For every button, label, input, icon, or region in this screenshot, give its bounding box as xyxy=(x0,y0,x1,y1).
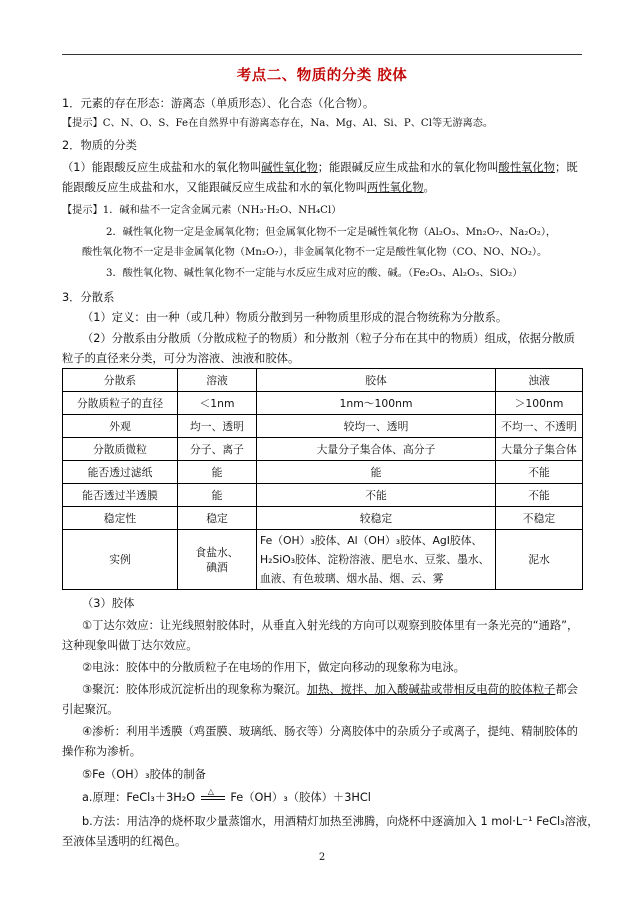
table-row-examples xyxy=(63,530,583,590)
table-cell-suspension-example: 泥水 xyxy=(496,530,583,590)
text: 都会 xyxy=(555,683,578,696)
table-cell: 不稳定 xyxy=(496,507,583,530)
hint-2-line4: 3．酸性氧化物、碱性氧化物不一定能与水反应生成对应的酸、碱。（Fe₂O₃、Al₂O₃、SiO₂） xyxy=(106,268,523,279)
text: ③聚沉：胶体形成沉淀析出的现象称为聚沉。 xyxy=(82,683,307,696)
table-cell: 较稳定 xyxy=(257,507,496,530)
para-electrophoresis: ②电泳：胶体中的分散质粒子在电场的作用下，做定向移动的现象称为电泳。 xyxy=(82,661,465,674)
table-cell: 不能 xyxy=(496,461,583,484)
term-acidic-oxide: 酸性氧化物 xyxy=(498,161,556,174)
coagulation-methods: 加热、搅拌、加入酸碱盐或带相反电荷的胶体粒子 xyxy=(306,683,556,696)
table-cell: 能 xyxy=(178,461,257,484)
table-row xyxy=(63,415,583,438)
para-dialysis-line1: ④渗析：利用半透膜（鸡蛋膜、玻璃纸、肠衣等）分离胶体中的杂质分子或离子，提纯、精制胶体的 xyxy=(82,725,578,738)
example-line: 食盐水、 xyxy=(195,545,239,559)
hint-free-state: 【提示】C、N、O、S、Fe在自然界中有游离态存在，Na、Mg、Al、Si、P、Cl等无游离态。 xyxy=(62,118,494,129)
table-cell-colloid-example xyxy=(257,530,496,590)
page-number: 2 xyxy=(318,852,326,863)
table-header-cell: 胶体 xyxy=(257,369,496,392)
example-line: Fe（OH）₃胶体、Al（OH）₃胶体、AgI胶体、 xyxy=(260,534,483,547)
table-cell: 能否透过半透膜 xyxy=(63,484,178,507)
table-row xyxy=(63,461,583,484)
text: Fe（OH）₃（胶体）＋3HCl xyxy=(230,791,371,804)
table-row xyxy=(63,438,583,461)
table-cell: 不能 xyxy=(496,484,583,507)
table-cell-solution-example xyxy=(178,530,257,590)
example-line: 血液、有色玻璃、烟水晶、烟、云、雾 xyxy=(260,572,444,585)
table-cell: ＜1nm xyxy=(178,392,257,415)
table-cell: 能否透过滤纸 xyxy=(63,461,178,484)
para-oxide-def-line1 xyxy=(62,160,582,176)
hint-2-line1: 【提示】1．碱和盐不一定含金属元素（NH₃·H₂O、NH₄Cl） xyxy=(62,205,342,216)
text: 。 xyxy=(423,181,435,194)
text: ；既 xyxy=(555,161,578,174)
table-cell: 实例 xyxy=(63,530,178,590)
table-cell: ＞100nm xyxy=(496,392,583,415)
text: a.原理：FeCl₃＋3H₂O xyxy=(82,791,196,804)
text: （1）能跟酸反应生成盐和水的氧化物叫 xyxy=(62,161,262,174)
table-row xyxy=(63,484,583,507)
header-rule xyxy=(62,54,582,55)
para-element-forms: 1．元素的存在形态：游离态（单质形态）、化合态（化合物）。 xyxy=(62,97,375,110)
table-header-cell: 溶液 xyxy=(178,369,257,392)
table-cell: 1nm～100nm xyxy=(257,392,496,415)
table-cell: 均一、透明 xyxy=(178,415,257,438)
example-line: H₂SiO₃胶体、淀粉溶液、肥皂水、豆浆、墨水、 xyxy=(260,553,490,566)
para-fe-oh3-prep: ⑤Fe（OH）₃胶体的制备 xyxy=(82,768,206,781)
para-method-line2: 至液体呈透明的红褐色。 xyxy=(62,835,187,848)
para-dialysis-line2: 操作称为渗析。 xyxy=(62,745,142,758)
table-cell: 大量分子集合体 xyxy=(496,438,583,461)
term-basic-oxide: 碱性氧化物 xyxy=(261,161,318,174)
para-oxide-def-line2 xyxy=(62,180,582,196)
table-cell: 能 xyxy=(178,484,257,507)
table-header-row xyxy=(63,369,583,392)
section-title: 考点二、物质的分类 胶体 xyxy=(236,68,408,84)
heating-reaction-arrow-icon: △ xyxy=(199,790,227,806)
para-principle xyxy=(82,787,582,806)
table-cell: 分散质微粒 xyxy=(63,438,178,461)
table-row xyxy=(63,507,583,530)
para-dispersion-classify-line1: （2）分散系由分散质（分散成粒子的物质）和分散剂（粒子分布在其中的物质）组成，依据分散质 xyxy=(82,332,575,345)
table-cell: 稳定性 xyxy=(63,507,178,530)
para-coagulation-line2: 引起聚沉。 xyxy=(62,703,119,716)
table-cell: 能 xyxy=(257,461,496,484)
para-coagulation-line1 xyxy=(82,682,582,698)
para-tyndall-line2: 这种现象叫做丁达尔效应。 xyxy=(62,639,198,652)
table-cell: 大量分子集合体、高分子 xyxy=(257,438,496,461)
para-classification: 2．物质的分类 xyxy=(62,139,137,152)
example-line: 碘酒 xyxy=(206,560,228,574)
table-cell: 不均一、不透明 xyxy=(496,415,583,438)
table-cell: 不能 xyxy=(257,484,496,507)
hint-2-line2: 2．碱性氧化物一定是金属氧化物；但金属氧化物不一定是碱性氧化物（Al₂O₃、Mn₂O₇、Na₂O₂）， xyxy=(106,227,557,238)
para-dispersion-system: 3．分散系 xyxy=(62,291,115,304)
table-cell: 较均一、透明 xyxy=(257,415,496,438)
dispersion-comparison-table xyxy=(62,368,583,590)
table-cell: 稳定 xyxy=(178,507,257,530)
table-cell: 外观 xyxy=(63,415,178,438)
table-row xyxy=(63,392,583,415)
table-cell: 分散质粒子的直径 xyxy=(63,392,178,415)
table-cell: 分子、离子 xyxy=(178,438,257,461)
table-header-cell: 浊液 xyxy=(496,369,583,392)
text: 能跟酸反应生成盐和水，又能跟碱反应生成盐和水的氧化物叫 xyxy=(62,181,368,194)
para-tyndall-line1: ①丁达尔效应：让光线照射胶体时，从垂直入射光线的方向可以观察到胶体里有一条光亮的“通路”， xyxy=(82,619,579,632)
document-page xyxy=(62,0,599,906)
hint-2-line3: 酸性氧化物不一定是非金属氧化物（Mn₂O₇），非金属氧化物不一定是酸性氧化物（CO、NO、NO₂）。 xyxy=(82,247,548,258)
para-dispersion-def: （1）定义：由一种（或几种）物质分散到另一种物质里形成的混合物统称为分散系。 xyxy=(82,311,508,324)
term-amphoteric-oxide: 两性氧化物 xyxy=(367,181,424,194)
para-dispersion-classify-line2: 粒子的直径来分类，可分为溶液、浊液和胶体。 xyxy=(62,352,300,365)
text: ；能跟碱反应生成盐和水的氧化物叫 xyxy=(317,161,499,174)
para-method-line1: b.方法：用洁净的烧杯取少量蒸馏水，用酒精灯加热至沸腾，向烧杯中逐滴加入 1 mol·L⁻¹ FeCl₃溶液， xyxy=(82,815,599,828)
subsection-colloid: （3）胶体 xyxy=(82,597,135,610)
table-header-cell: 分散系 xyxy=(63,369,178,392)
